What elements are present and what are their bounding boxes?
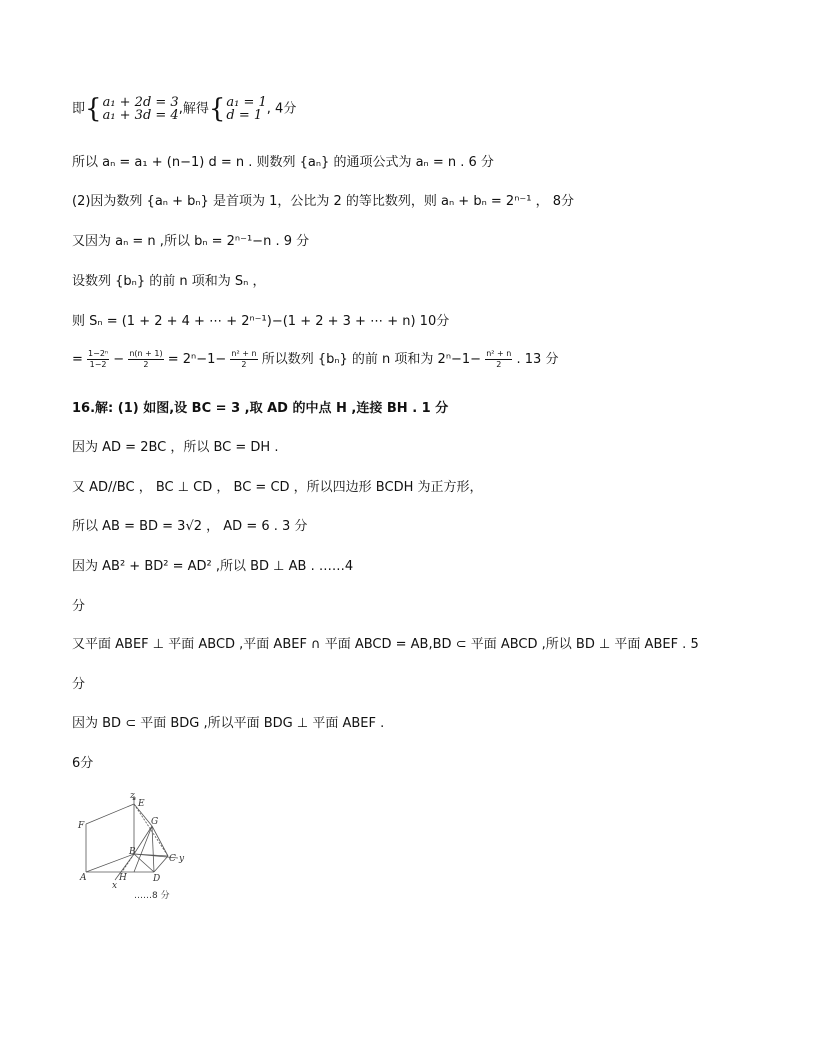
label-z: z [130,791,135,801]
line-11: 所以 AB = BD = 3√2 ， AD = 6 . 3 分 [72,519,308,534]
label-g: G [151,817,159,827]
line-15: 分 [72,677,86,692]
line-16: 因为 BD ⊂ 平面 BDG ,所以平面 BDG ⊥ 平面 ABEF . [72,716,385,731]
line-13: 分 [72,599,86,614]
geometry-figure [72,786,202,902]
label-h: H [119,873,127,883]
score-4: , 4分 [266,101,297,117]
label-d: D [153,874,161,884]
brace-symbol: { [208,94,226,124]
label-c: C [169,854,176,864]
label-y: y [179,854,185,864]
fraction-2: $\frac{n(n + 1)}{2}$ [129,349,163,369]
figure-caption: ……8 分 [134,891,170,901]
label-b: B [129,847,136,857]
line-2: 所以 aₙ = a₁ + (n−1) d = n . 则数列 {aₙ} 的通项公式为 aₙ = n . 6 分 [72,155,494,170]
line-12: 因为 AB² + BD² = AD² ,所以 BD ⊥ AB . ……4 [72,559,354,574]
edge-gc [152,826,168,856]
edge-fe [86,804,134,824]
fraction-1: $\frac{\text{1−2ⁿ}}{1-2}$ [88,349,109,369]
label-a: A [80,873,87,883]
equation-system-1: a₁ + 2d = 3 a₁ + 3d = 4 [102,95,179,123]
line-7: = $\frac{\text{1−2ⁿ}}{1-2}$ − $\frac{n(n + 1)}{2}$ = 2ⁿ−1− $\frac{\text{n² + n}}{2}$ 所以数列 {bₙ} 的前 n 项和为 2ⁿ−1− $\frac{\text{n² + n}}{2}$ . 13 分 [72,349,559,369]
line-9: 因为 AD = 2BC ，所以 BC = DH . [72,440,279,455]
edge-bd [134,854,154,872]
line-system [72,94,296,124]
equation-system-2: a₁ = 1 d = 1 [226,95,267,123]
line-14: 又平面 ABEF ⊥ 平面 ABCD ,平面 ABEF ∩ 平面 ABCD = AB,BD ⊂ 平面 ABCD ,所以 BD ⊥ 平面 ABEF . 5 [72,637,699,652]
brace-symbol: { [85,94,102,124]
line-10: 又 AD//BC ， BC ⊥ CD ， BC = CD ，所以四边形 BCDH 为正方形， [72,480,483,495]
line-4: 又因为 aₙ = n ,所以 bₙ = 2ⁿ⁻¹−n . 9 分 [72,234,310,249]
line-17: 6分 [72,756,94,771]
label-x: x [112,881,118,891]
label-e: E [138,799,145,809]
edge-dc [154,856,168,872]
edge-gh [134,826,152,872]
text-ji: 即 [72,101,86,117]
label-f: F [78,821,85,831]
edge-gd [152,826,154,872]
line-3: (2)因为数列 {aₙ + bₙ} 是首项为 1，公比为 2 的等比数列，则 aₙ + bₙ = 2ⁿ⁻¹ ， 8分 [72,194,574,209]
line-6: 则 Sₙ = (1 + 2 + 4 + ⋯ + 2ⁿ⁻¹)−(1 + 2 + 3 + ⋯ + n) 10分 [72,314,450,329]
fraction-3: $\frac{\text{n² + n}}{2}$ [231,349,257,369]
line-problem-16: 16.解: (1) 如图,设 BC = 3 ,取 AD 的中点 H ,连接 BH . 1 分 [72,401,449,416]
edge-ab [86,854,134,872]
line-5: 设数列 {bₙ} 的前 n 项和为 Sₙ ， [72,274,266,289]
fraction-4: $\frac{\text{n² + n}}{2}$ [486,349,512,369]
text-jiede: ,解得 [178,101,209,117]
